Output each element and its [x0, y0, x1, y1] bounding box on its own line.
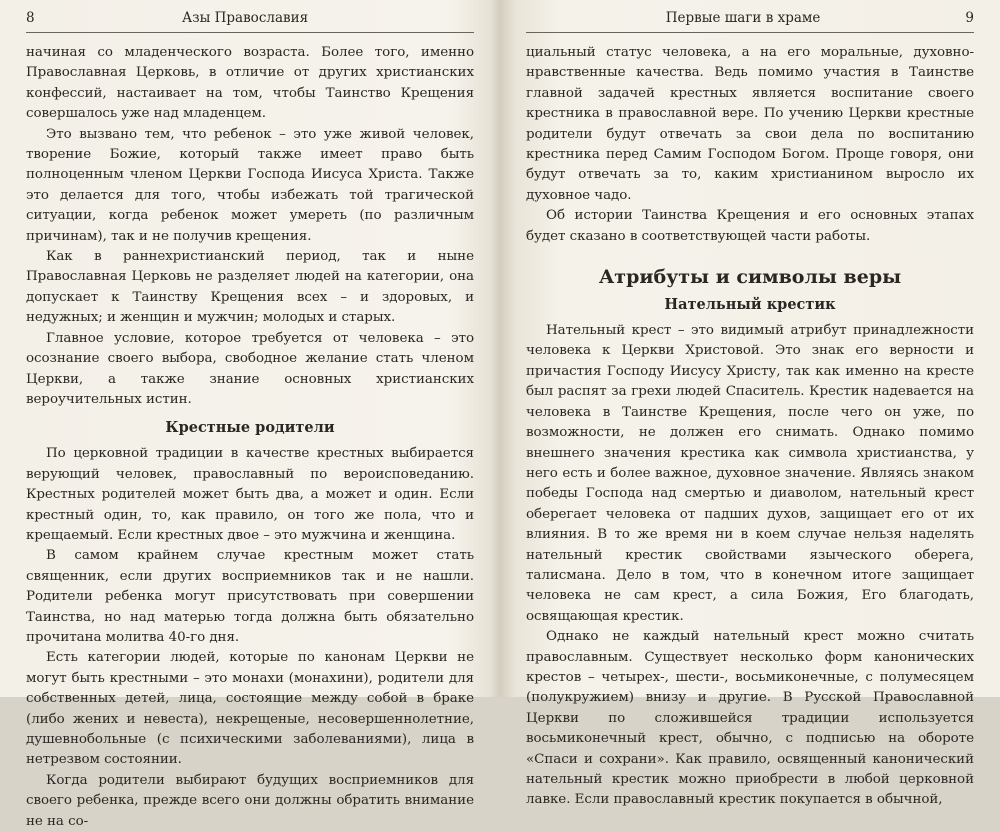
- running-head-left: Азы Православия: [182, 10, 309, 26]
- section-title-godparents: Крестные родители: [165, 419, 335, 437]
- page-number-right: 9: [965, 10, 974, 26]
- right-page-header: [526, 10, 974, 33]
- page-number-left: 8: [26, 10, 35, 26]
- paragraph: Об истории Таинства Крещения и его основных этапах будет сказано в соответствующей части работы.: [526, 208, 974, 244]
- paragraph: Как в раннехристианский период, так и ныне Православная Церковь не разделяет людей на категории, она допускает к Таинству Крещения всех – и здоровых, и недужных; и женщин и мужчин; молодых и старых.: [26, 249, 474, 326]
- paragraph: Главное условие, которое требуется от человека – это осознание своего выбора, свободное желание стать членом Церкви, а также знание основных христианских вероучительных истин.: [26, 330, 474, 407]
- paragraph: В самом крайнем случае крестным может стать священник, если других восприемников так и не нашли. Родители ребенка могут присутствовать при совершении Таинства, но над матерью тогда должна быть обязательно прочитана молитва 40-го дня.: [26, 548, 474, 645]
- paragraph: Нательный крест – это видимый атрибут принадлежности человека к Церкви Христовой. Это знак его верности и причастия Господу Иисусу Христу, так как именно на кресте был распят за грехи людей Спаситель. Крестик надевается на человека в Таинстве Крещения, после чего он уже, по возможности, не должен его снимать. Однако помимо внешнего значения крестика как символа христианства, у него есть и более важное, духовное значение. Являясь знаком победы Господа над смертью и диаволом, нательный крест оберегает человека от падших духов, защищает его от их влияния. В то же время ни в коем случае нельзя наделять нательный крестик свойствами языческого оберега, талисмана. Дело в том, что в конечном итоге защищает человека не сам крест, а сила Божия, Его благодать, освящающая крестик.: [526, 323, 974, 624]
- left-page: [0, 0, 496, 829]
- paragraph: Это вызвано тем, что ребенок – это уже живой человек, творение Божие, который также имеет право быть полноценным членом Церкви Господа Иисуса Христа. Также это делается для того, чтобы избежать той трагической ситуации, когда ребенок может умереть (по различным причинам), так и не получив крещения.: [26, 126, 474, 244]
- paragraph: Однако не каждый нательный крест можно считать православным. Существует несколько форм канонических крестов – четырех-, шести-, восьмиконечные, с полумесяцем (полукружием) внизу и другие. В Русской Православной Церкви по сложившейся традиции используется восьмиконечный крест, обычно, с подписью на обороте «Спаси и сохрани». Как правило, освященный канонический нательный крестик можно приобрести в любой церковной лавке. Если православный крестик покупается в обычной,: [526, 629, 974, 808]
- paragraph: Есть категории людей, которые по канонам Церкви не могут быть крестными – это монахи (монахини), родители для собственных детей, лица, состоящие между собой в браке (либо жених и невеста), некрещеные, несовершеннолетние, душевнобольные (с психическими заболеваниями), лица в нетрезвом состоянии.: [26, 650, 474, 768]
- paragraph: циальный статус человека, а на его моральные, духовно-нравственные качества. Ведь помимо участия в Таинстве главной задачей крестных является воспитание своего крестника в православной вере. По учению Церкви крестные родители будут отвечать за свои дела по воспитанию крестника перед Самим Господом Богом. Проще говоря, они будут отвечать за то, каким христианином выросло их духовное чадо.: [526, 45, 974, 203]
- chapter-title: Атрибуты и символы веры: [598, 266, 902, 289]
- paragraph: По церковной традиции в качестве крестных выбирается верующий человек, православный по вероисповеданию. Крестных родителей может быть два, а может и один. Если крестный один, то, как правило, он того же пола, что и крещаемый. Если крестных двое – это мужчина и женщина.: [26, 446, 474, 543]
- paragraph: Когда родители выбирают будущих восприемников для своего ребенка, прежде всего они должны обратить внимание не на со-: [26, 772, 474, 829]
- running-head-right: Первые шаги в храме: [665, 10, 821, 26]
- section-title-cross: Нательный крестик: [664, 296, 836, 314]
- paragraph: начиная со младенческого возраста. Более того, именно Православная Церковь, в отличие от других христианских конфессий, настаивает на том, чтобы Таинство Крещения совершалось уже над младенцем.: [26, 45, 474, 122]
- right-page: [504, 0, 1000, 808]
- left-page-header: [26, 10, 474, 33]
